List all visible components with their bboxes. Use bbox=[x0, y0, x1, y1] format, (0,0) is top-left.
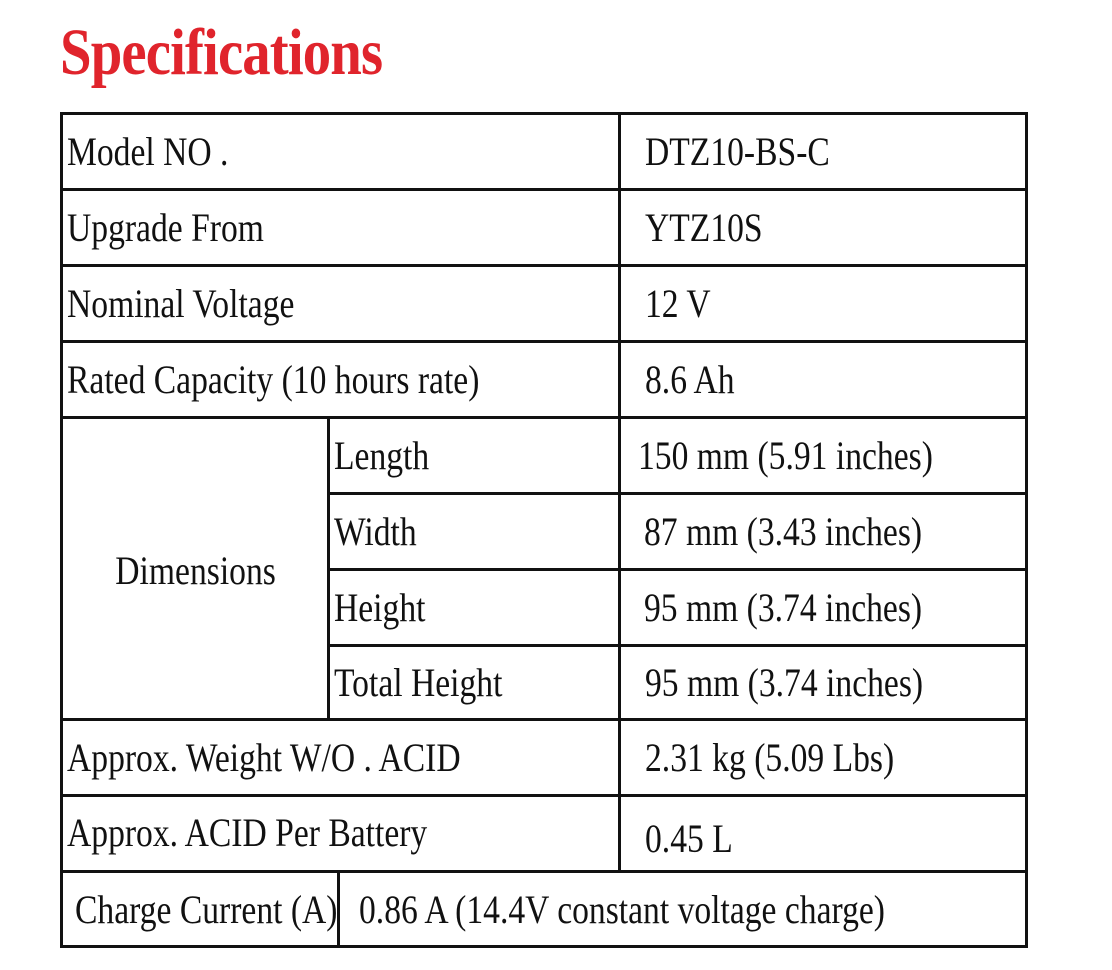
table-row-charge bbox=[63, 873, 1025, 945]
height-value: 95 mm (3.74 inches) bbox=[644, 585, 923, 630]
weight-label: Approx. Weight W/O . ACID bbox=[67, 735, 461, 780]
charge-value: 0.86 A (14.4V constant voltage charge) bbox=[359, 886, 885, 932]
dimensions-label: Dimensions bbox=[115, 547, 277, 593]
table-row-weight bbox=[63, 721, 1025, 797]
width-label: Width bbox=[334, 509, 417, 554]
upgrade-label: Upgrade From bbox=[67, 205, 264, 250]
table-row-total-height bbox=[63, 647, 1025, 721]
acid-value: 0.45 L bbox=[645, 816, 733, 861]
total-height-label: Total Height bbox=[334, 660, 503, 705]
total-height-value: 95 mm (3.74 inches) bbox=[645, 660, 924, 705]
width-value: 87 mm (3.43 inches) bbox=[644, 509, 923, 554]
model-label: Model NO . bbox=[67, 129, 229, 174]
upgrade-value: YTZ10S bbox=[645, 205, 763, 250]
acid-label: Approx. ACID Per Battery bbox=[67, 810, 428, 855]
model-value: DTZ10-BS-C bbox=[645, 129, 830, 174]
length-label: Length bbox=[334, 433, 430, 478]
table-row-acid bbox=[63, 797, 1025, 873]
table-row-length bbox=[330, 419, 1025, 495]
charge-label: Charge Current (A) bbox=[75, 886, 337, 932]
table-row-voltage bbox=[63, 267, 1025, 343]
length-value: 150 mm (5.91 inches) bbox=[638, 433, 933, 478]
capacity-label: Rated Capacity (10 hours rate) bbox=[67, 357, 480, 402]
voltage-value: 12 V bbox=[645, 281, 711, 326]
capacity-value: 8.6 Ah bbox=[645, 357, 735, 402]
table-row-upgrade bbox=[63, 191, 1025, 267]
specifications-table bbox=[60, 112, 1028, 948]
table-row-capacity bbox=[63, 343, 1025, 419]
weight-value: 2.31 kg (5.09 Lbs) bbox=[645, 735, 895, 780]
table-row-height bbox=[330, 571, 1025, 647]
table-row-width bbox=[330, 495, 1025, 571]
height-label: Height bbox=[334, 585, 426, 630]
page-title: Specifications bbox=[60, 16, 383, 89]
table-row-model bbox=[63, 115, 1025, 191]
voltage-label: Nominal Voltage bbox=[67, 281, 295, 326]
